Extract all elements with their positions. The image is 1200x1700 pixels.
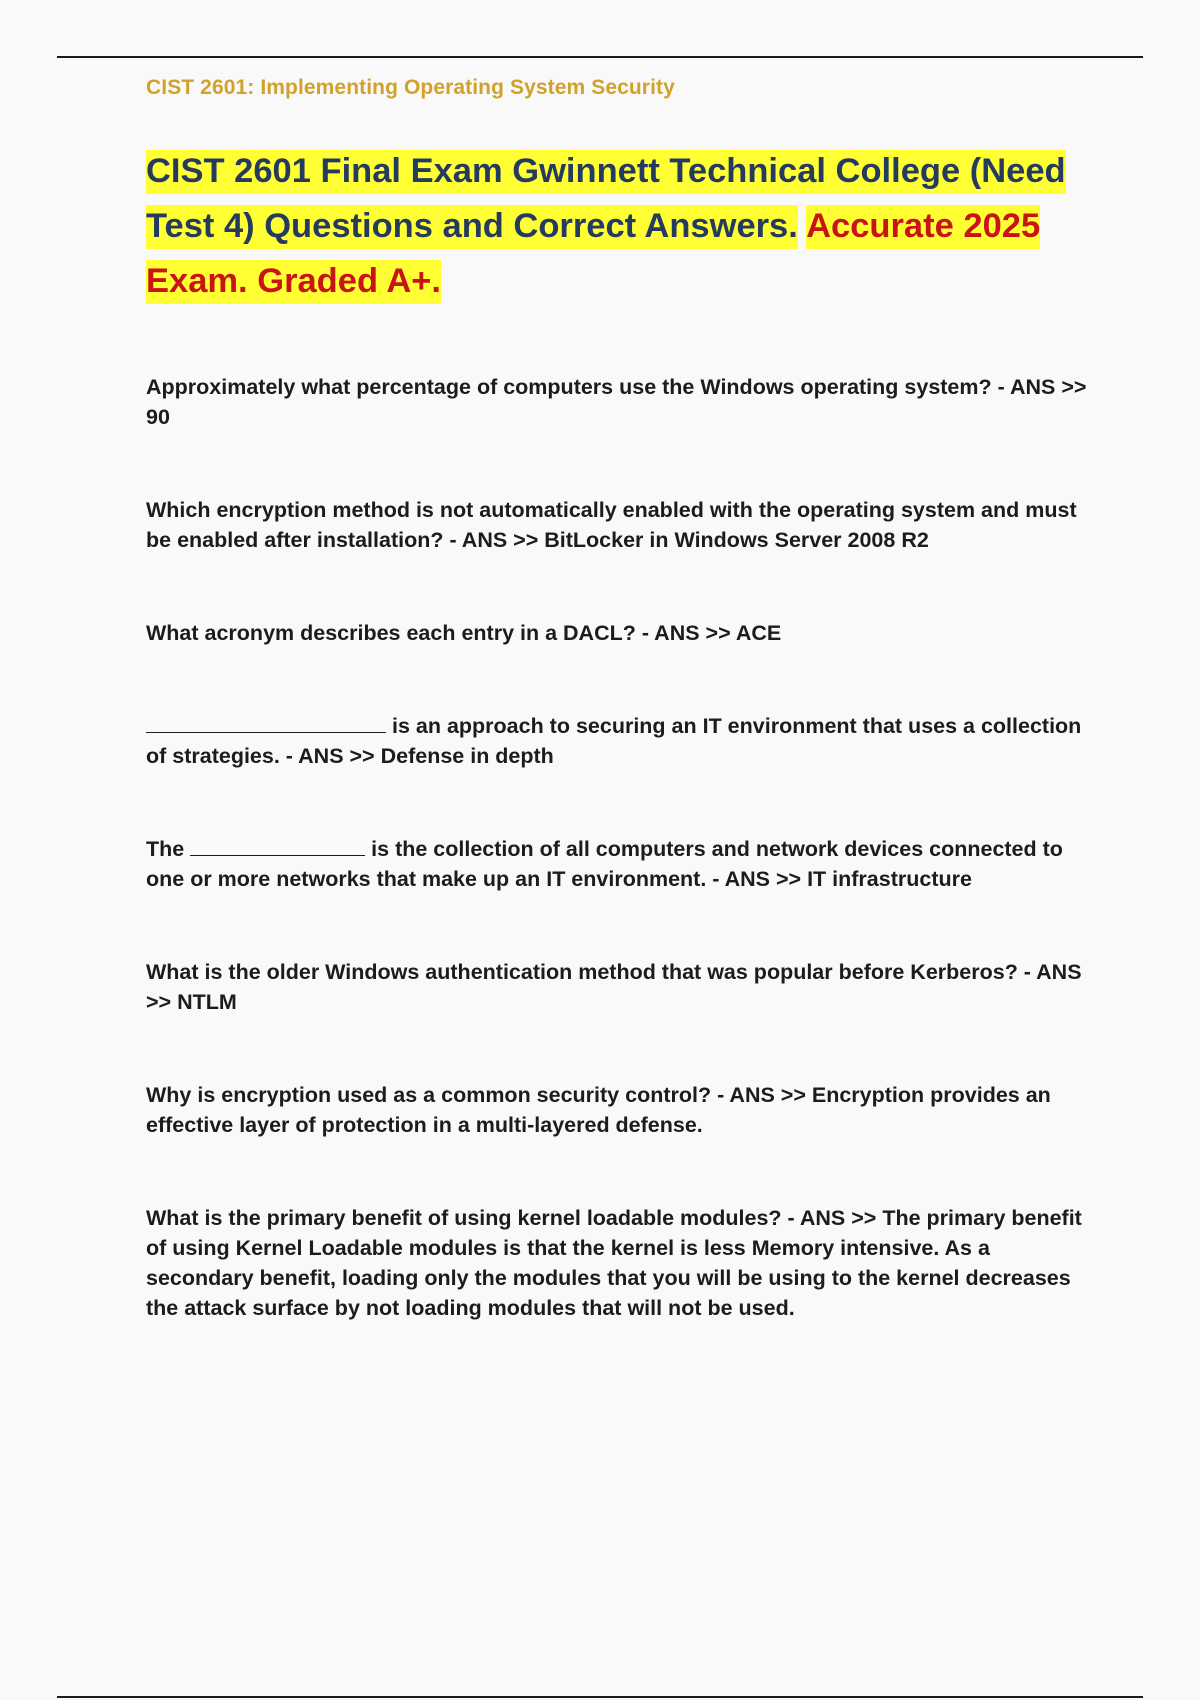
answer-text: The primary benefit of using Kernel Loadable modules is that the kernel is less Memory intensive. As a secondary benefit, loading only the modules that you will be using to the kernel decreases the attack surface by not loading modules that will not be used.	[146, 1206, 1082, 1320]
qa-item	[146, 1203, 1096, 1323]
answer-separator: - ANS >>	[279, 744, 381, 768]
qa-item	[146, 372, 1096, 432]
qa-item	[146, 495, 1096, 555]
answer-text: Defense in depth	[380, 744, 554, 768]
answer-separator: - ANS >>	[443, 528, 545, 552]
question-text: Why is encryption used as a common security control?	[146, 1083, 712, 1107]
answer-text: Encryption provides an effective layer of protection in a multi-layered defense.	[146, 1083, 1051, 1137]
question-text: is the collection of all computers and network devices connected to one or more networks that make up an IT environment.	[146, 837, 1063, 891]
qa-item	[146, 1080, 1096, 1140]
bottom-rule	[57, 1696, 1143, 1698]
question-prefix: The	[146, 837, 191, 861]
question-text: Approximately what percentage of computers use the Windows operating system?	[146, 375, 992, 399]
fill-in-blank	[146, 714, 386, 733]
answer-text: ACE	[735, 621, 782, 645]
title-accent: Accurate 2025 Exam. Graded A+.	[146, 205, 1040, 304]
question-text: What acronym describes each entry in a DACL?	[146, 621, 636, 645]
answer-separator: - ANS >>	[635, 621, 736, 645]
qa-item	[146, 957, 1096, 1017]
answer-separator: - ANS >>	[991, 375, 1087, 399]
question-text: What is the older Windows authentication method that was popular before Kerberos?	[146, 960, 1018, 984]
question-text: What is the primary benefit of using kernel loadable modules?	[146, 1206, 782, 1230]
question-text: is an approach to securing an IT environment that uses a collection of strategies.	[146, 714, 1082, 768]
title-main: CIST 2601 Final Exam Gwinnett Technical College (Need Test 4) Questions and Correct Answers.	[146, 150, 1066, 249]
answer-text: BitLocker in Windows Server 2008 R2	[544, 528, 929, 552]
answer-separator: - ANS >>	[146, 960, 1082, 1014]
qa-item	[146, 618, 1096, 648]
answer-text: NTLM	[177, 990, 237, 1014]
answer-separator: - ANS >>	[781, 1206, 883, 1230]
qa-item	[146, 834, 1096, 894]
qa-list	[146, 372, 1096, 1323]
document-title	[146, 144, 1066, 309]
question-text: Which encryption method is not automatically enabled with the operating system and must be enabled after installation?	[146, 498, 1077, 552]
answer-separator: - ANS >>	[711, 1083, 812, 1107]
fill-in-blank	[190, 837, 365, 856]
answer-text: 90	[146, 405, 170, 429]
answer-separator: - ANS >>	[706, 867, 808, 891]
course-header: CIST 2601: Implementing Operating System Security	[146, 76, 675, 99]
answer-text: IT infrastructure	[807, 867, 972, 891]
top-rule	[57, 56, 1143, 58]
qa-item	[146, 711, 1096, 771]
